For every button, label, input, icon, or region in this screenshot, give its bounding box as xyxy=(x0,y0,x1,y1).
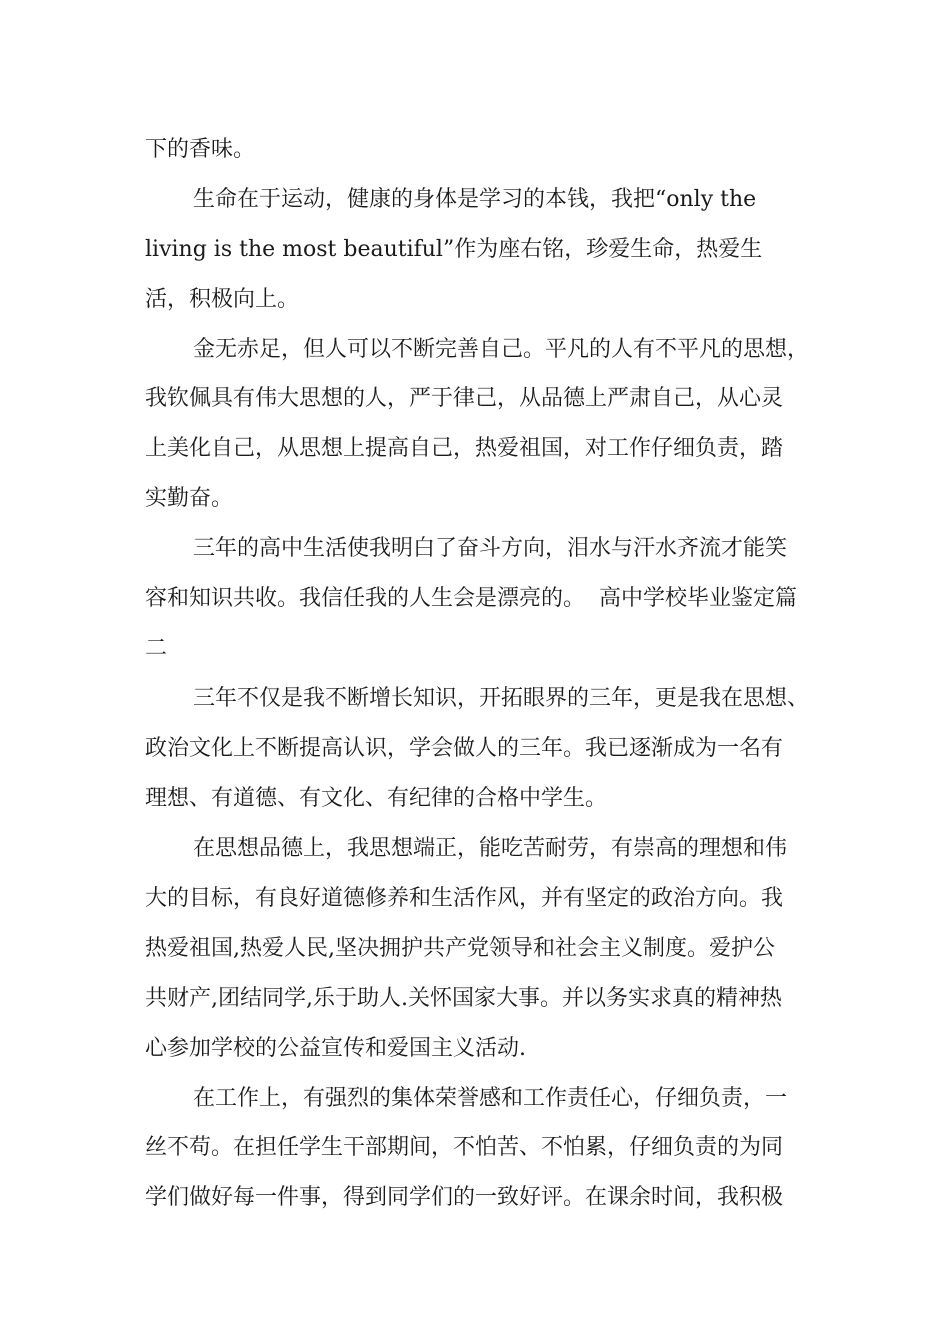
text-line: 学们做好每一件事，得到同学们的一致好评。在课余时间，我积极 xyxy=(145,1185,784,1210)
text-line: living is the most beautiful”作为座右铭，珍爱生命，热爱生 xyxy=(145,237,763,262)
text-line: 共财产,团结同学,乐于助人.关怀国家大事。并以务实求真的精神热 xyxy=(145,986,782,1011)
text-line: 上美化自己，从思想上提高自己，热爱祖国，对工作仔细负责，踏 xyxy=(145,436,784,461)
text-line: 丝不苟。在担任学生干部期间，不怕苦、不怕累，仔细负责的为同 xyxy=(145,1135,784,1160)
text-line: 下的香味。 xyxy=(145,137,256,162)
paragraph-first-line: 在思想品德上，我思想端正，能吃苦耐劳，有崇高的理想和伟 xyxy=(193,836,788,861)
paragraph-first-line: 生命在于运动，健康的身体是学习的本钱，我把“only the xyxy=(193,187,757,212)
text-line: 心参加学校的公益宣传和爱国主义活动. xyxy=(145,1036,526,1061)
paragraph-first-line: 金无赤足，但人可以不断完善自己。平凡的人有不平凡的思想， xyxy=(193,337,810,362)
paragraph-first-line: 三年的高中生活使我明白了奋斗方向，泪水与汗水齐流才能笑 xyxy=(193,536,788,561)
text-line: 二 xyxy=(145,636,168,661)
text-line: 我钦佩具有伟大思想的人，严于律己，从品德上严肃自己，从心灵 xyxy=(145,386,784,411)
text-line: 活，积极向上。 xyxy=(145,287,300,312)
text-line: 理想、有道德、有文化、有纪律的合格中学生。 xyxy=(145,786,608,811)
paragraph-first-line: 在工作上，有强烈的集体荣誉感和工作责任心，仔细负责，一 xyxy=(193,1086,788,1111)
text-line: 容和知识共收。我信任我的人生会是漂亮的。 高中学校毕业鉴定篇 xyxy=(145,586,797,611)
text-line: 大的目标，有良好道德修养和生活作风，并有坚定的政治方向。我 xyxy=(145,886,784,911)
text-line: 热爱祖国,热爱人民,坚决拥护共产党领导和社会主义制度。爱护公 xyxy=(145,936,775,961)
paragraph-first-line: 三年不仅是我不断增长知识，开拓眼界的三年，更是我在思想、 xyxy=(193,686,810,711)
text-line: 实勤奋。 xyxy=(145,486,234,511)
text-line: 政治文化上不断提高认识，学会做人的三年。我已逐渐成为一名有 xyxy=(145,736,784,761)
